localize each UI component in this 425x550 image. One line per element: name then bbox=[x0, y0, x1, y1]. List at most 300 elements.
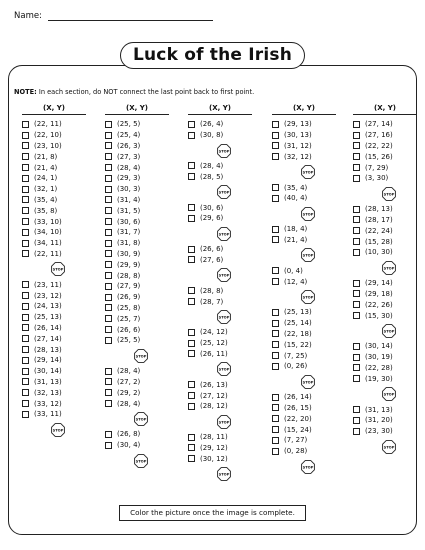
checkbox[interactable] bbox=[272, 132, 279, 139]
checkbox[interactable] bbox=[272, 448, 279, 455]
coordinate-entry bbox=[188, 338, 252, 349]
checkbox[interactable] bbox=[188, 256, 195, 263]
coordinate-entry bbox=[353, 352, 417, 363]
coordinate-entry bbox=[353, 426, 417, 437]
checkbox[interactable] bbox=[105, 218, 112, 225]
checkbox[interactable] bbox=[272, 142, 279, 149]
coordinate-entry bbox=[188, 255, 252, 266]
checkbox[interactable] bbox=[188, 204, 195, 211]
stop-label: STOP bbox=[218, 420, 230, 425]
checkbox[interactable] bbox=[272, 309, 279, 316]
coordinate-pair: (30, 3) bbox=[117, 185, 141, 194]
checkbox[interactable] bbox=[272, 426, 279, 433]
checkbox[interactable] bbox=[22, 389, 29, 396]
coordinate-entry bbox=[105, 162, 169, 173]
coordinate-pair: (7, 25) bbox=[284, 351, 308, 360]
coordinate-entry bbox=[272, 361, 336, 372]
checkbox[interactable] bbox=[105, 121, 112, 128]
stop-label: STOP bbox=[218, 232, 230, 237]
stop-sign-row bbox=[188, 361, 252, 377]
coordinate-pair: (27, 6) bbox=[200, 255, 224, 264]
checkbox[interactable] bbox=[105, 272, 112, 279]
coordinate-entry bbox=[105, 324, 169, 335]
coordinate-entry bbox=[272, 413, 336, 424]
coordinate-entry bbox=[272, 435, 336, 446]
stop-label: STOP bbox=[383, 266, 395, 271]
checkbox[interactable] bbox=[188, 287, 195, 294]
coordinate-pair: (29, 18) bbox=[365, 289, 393, 298]
coordinate-entry bbox=[105, 119, 169, 130]
stop-sign-row bbox=[353, 260, 417, 276]
coordinate-pair: (25, 13) bbox=[284, 308, 312, 317]
stop-sign-icon bbox=[217, 227, 231, 241]
coordinate-entry bbox=[105, 335, 169, 346]
stop-sign-row bbox=[353, 323, 417, 339]
checkbox[interactable] bbox=[22, 292, 29, 299]
coordinate-pair: (31, 13) bbox=[34, 377, 62, 386]
coordinate-pair: (27, 16) bbox=[365, 131, 393, 140]
checkbox[interactable] bbox=[353, 249, 360, 256]
checkbox[interactable] bbox=[272, 184, 279, 191]
stop-sign-icon bbox=[217, 268, 231, 282]
checkbox[interactable] bbox=[188, 403, 195, 410]
coordinate-pair: (21, 8) bbox=[34, 152, 58, 161]
checkbox[interactable] bbox=[188, 444, 195, 451]
coordinate-pair: (26, 3) bbox=[117, 141, 141, 150]
checkbox[interactable] bbox=[272, 341, 279, 348]
checkbox[interactable] bbox=[188, 162, 195, 169]
name-label: Name: bbox=[14, 11, 42, 21]
checkbox[interactable] bbox=[105, 400, 112, 407]
coordinate-pair: (28, 4) bbox=[117, 163, 141, 172]
checkbox[interactable] bbox=[188, 121, 195, 128]
stop-sign-icon bbox=[301, 460, 315, 474]
checkbox[interactable] bbox=[22, 175, 29, 182]
stop-sign-icon bbox=[382, 387, 396, 401]
coordinate-pair: (29, 6) bbox=[200, 214, 224, 223]
coordinate-entry bbox=[105, 270, 169, 281]
checkbox[interactable] bbox=[353, 417, 360, 424]
column-header: (X, Y) bbox=[22, 104, 86, 115]
coordinate-pair: (25, 14) bbox=[284, 319, 312, 328]
coordinate-pair: (28, 4) bbox=[200, 161, 224, 170]
checkbox[interactable] bbox=[188, 350, 195, 357]
stop-sign-icon bbox=[217, 415, 231, 429]
stop-label: STOP bbox=[135, 417, 147, 422]
coordinate-entry bbox=[105, 429, 169, 440]
stop-label: STOP bbox=[302, 380, 314, 385]
coordinate-entry bbox=[22, 162, 86, 173]
coordinate-entry bbox=[105, 205, 169, 216]
coordinate-pair: (22, 11) bbox=[34, 120, 62, 129]
coordinate-entry bbox=[188, 453, 252, 464]
page-title: Luck of the Irish bbox=[120, 42, 305, 69]
checkbox[interactable] bbox=[272, 404, 279, 411]
stop-sign-icon bbox=[217, 144, 231, 158]
stop-sign-icon bbox=[301, 165, 315, 179]
coordinate-entry bbox=[105, 259, 169, 270]
checkbox[interactable] bbox=[105, 153, 112, 160]
coordinate-pair: (30, 14) bbox=[365, 342, 393, 351]
coordinate-entry bbox=[272, 276, 336, 287]
checkbox[interactable] bbox=[272, 267, 279, 274]
coordinate-pair: (30, 12) bbox=[200, 454, 228, 463]
stop-sign-icon bbox=[382, 440, 396, 454]
footer-instruction: Color the picture once the image is complete. bbox=[119, 505, 306, 521]
coordinate-pair: (31, 7) bbox=[117, 228, 141, 237]
coordinate-entry bbox=[22, 409, 86, 420]
coordinate-entry bbox=[188, 327, 252, 338]
coordinate-entry bbox=[22, 227, 86, 238]
checkbox[interactable] bbox=[105, 196, 112, 203]
coordinate-entry bbox=[272, 392, 336, 403]
coordinate-entry bbox=[105, 238, 169, 249]
coordinate-pair: (28, 5) bbox=[200, 172, 224, 181]
coordinate-entry bbox=[105, 366, 169, 377]
checkbox[interactable] bbox=[272, 195, 279, 202]
coordinate-pair: (31, 20) bbox=[365, 416, 393, 425]
stop-sign-row bbox=[353, 386, 417, 402]
coordinate-entry bbox=[105, 151, 169, 162]
coordinate-pair: (25, 7) bbox=[117, 314, 141, 323]
checkbox[interactable] bbox=[22, 357, 29, 364]
coordinate-entry bbox=[22, 279, 86, 290]
coordinate-entry bbox=[353, 204, 417, 215]
coordinate-entry bbox=[272, 130, 336, 141]
checkbox[interactable] bbox=[188, 173, 195, 180]
checkbox[interactable] bbox=[22, 411, 29, 418]
checkbox[interactable] bbox=[272, 437, 279, 444]
checkbox[interactable] bbox=[353, 175, 360, 182]
checkbox[interactable] bbox=[353, 216, 360, 223]
coordinate-pair: (22, 28) bbox=[365, 363, 393, 372]
stop-sign-row bbox=[353, 439, 417, 455]
checkbox[interactable] bbox=[272, 236, 279, 243]
coordinate-entry bbox=[272, 339, 336, 350]
checkbox[interactable] bbox=[22, 164, 29, 171]
coordinate-pair: (31, 12) bbox=[284, 141, 312, 150]
stop-sign-row bbox=[188, 267, 252, 283]
coordinate-pair: (35, 8) bbox=[34, 206, 58, 215]
checkbox[interactable] bbox=[188, 132, 195, 139]
coordinate-entry bbox=[105, 173, 169, 184]
coordinate-pair: (15, 24) bbox=[284, 425, 312, 434]
checkbox[interactable] bbox=[353, 153, 360, 160]
checkbox[interactable] bbox=[22, 218, 29, 225]
coordinate-pair: (29, 9) bbox=[117, 260, 141, 269]
checkbox[interactable] bbox=[272, 278, 279, 285]
coordinate-entry bbox=[22, 141, 86, 152]
checkbox[interactable] bbox=[105, 304, 112, 311]
checkbox[interactable] bbox=[188, 434, 195, 441]
stop-sign-row bbox=[105, 411, 169, 427]
stop-label: STOP bbox=[218, 472, 230, 477]
coordinate-entry bbox=[188, 213, 252, 224]
stop-label: STOP bbox=[383, 192, 395, 197]
coordinate-entry bbox=[188, 443, 252, 454]
coordinate-pair: (27, 14) bbox=[365, 120, 393, 129]
checkbox[interactable] bbox=[22, 121, 29, 128]
stop-sign-icon bbox=[217, 310, 231, 324]
coordinate-pair: (30, 14) bbox=[34, 367, 62, 376]
stop-label: STOP bbox=[52, 267, 64, 272]
coordinate-pair: (25, 4) bbox=[117, 131, 141, 140]
coordinate-pair: (30, 8) bbox=[200, 131, 224, 140]
checkbox[interactable] bbox=[22, 250, 29, 257]
coordinate-entry bbox=[353, 236, 417, 247]
checkbox[interactable] bbox=[22, 207, 29, 214]
coordinate-pair: (23, 12) bbox=[34, 291, 62, 300]
checkbox[interactable] bbox=[188, 246, 195, 253]
stop-sign-row bbox=[22, 422, 86, 438]
stop-sign-icon bbox=[217, 467, 231, 481]
checkbox[interactable] bbox=[272, 153, 279, 160]
checkbox[interactable] bbox=[272, 320, 279, 327]
checkbox[interactable] bbox=[105, 186, 112, 193]
checkbox[interactable] bbox=[353, 206, 360, 213]
coordinate-entry bbox=[188, 171, 252, 182]
coordinate-pair: (27, 14) bbox=[34, 334, 62, 343]
stop-sign-row bbox=[272, 164, 336, 180]
checkbox[interactable] bbox=[22, 303, 29, 310]
checkbox[interactable] bbox=[353, 142, 360, 149]
coordinate-entry bbox=[22, 184, 86, 195]
checkbox[interactable] bbox=[105, 389, 112, 396]
checkbox[interactable] bbox=[188, 455, 195, 462]
checkbox[interactable] bbox=[22, 281, 29, 288]
coordinate-pair: (35, 4) bbox=[34, 195, 58, 204]
checkbox[interactable] bbox=[22, 196, 29, 203]
coordinate-entry bbox=[353, 341, 417, 352]
coordinate-pair: (27, 12) bbox=[200, 391, 228, 400]
checkbox[interactable] bbox=[22, 240, 29, 247]
coordinate-entry bbox=[188, 285, 252, 296]
coordinate-entry bbox=[22, 130, 86, 141]
coordinate-pair: (29, 12) bbox=[200, 443, 228, 452]
coordinate-entry bbox=[105, 303, 169, 314]
checkbox[interactable] bbox=[188, 381, 195, 388]
coordinate-entry bbox=[353, 289, 417, 300]
checkbox[interactable] bbox=[272, 352, 279, 359]
coordinate-entry bbox=[188, 432, 252, 443]
coordinate-entry bbox=[272, 329, 336, 340]
coordinate-entry bbox=[22, 323, 86, 334]
coordinate-pair: (23, 10) bbox=[34, 141, 62, 150]
coordinate-pair: (22, 22) bbox=[365, 141, 393, 150]
checkbox[interactable] bbox=[105, 175, 112, 182]
stop-sign-row bbox=[188, 466, 252, 482]
coordinate-pair: (22, 11) bbox=[34, 249, 62, 258]
checkbox[interactable] bbox=[188, 215, 195, 222]
checkbox[interactable] bbox=[105, 240, 112, 247]
checkbox[interactable] bbox=[105, 368, 112, 375]
coordinate-pair: (31, 13) bbox=[365, 405, 393, 414]
coordinate-pair: (25, 8) bbox=[117, 303, 141, 312]
checkbox[interactable] bbox=[353, 132, 360, 139]
checkbox[interactable] bbox=[105, 315, 112, 322]
coordinate-entry bbox=[188, 349, 252, 360]
name-field bbox=[14, 11, 213, 21]
checkbox[interactable] bbox=[22, 400, 29, 407]
coordinate-pair: (25, 5) bbox=[117, 120, 141, 129]
checkbox[interactable] bbox=[105, 442, 112, 449]
checkbox[interactable] bbox=[105, 261, 112, 268]
name-line[interactable] bbox=[48, 12, 213, 21]
checkbox[interactable] bbox=[353, 280, 360, 287]
coordinate-pair: (12, 4) bbox=[284, 277, 308, 286]
stop-label: STOP bbox=[302, 212, 314, 217]
coordinate-pair: (30, 6) bbox=[117, 217, 141, 226]
checkbox[interactable] bbox=[105, 326, 112, 333]
coordinate-entry bbox=[353, 119, 417, 130]
coordinate-entry bbox=[272, 265, 336, 276]
coordinate-entry bbox=[272, 235, 336, 246]
footer-wrap bbox=[0, 505, 425, 521]
coordinate-pair: (34, 10) bbox=[34, 228, 62, 237]
coordinate-pair: (15, 22) bbox=[284, 340, 312, 349]
checkbox[interactable] bbox=[272, 121, 279, 128]
checkbox[interactable] bbox=[105, 132, 112, 139]
coordinate-pair: (7, 29) bbox=[365, 163, 389, 172]
coordinate-pair: (28, 13) bbox=[34, 345, 62, 354]
coordinate-pair: (26, 6) bbox=[117, 325, 141, 334]
coordinate-entry bbox=[22, 312, 86, 323]
coordinate-pair: (26, 14) bbox=[284, 393, 312, 402]
coordinate-entry bbox=[22, 119, 86, 130]
stop-sign-icon bbox=[134, 412, 148, 426]
checkbox[interactable] bbox=[353, 364, 360, 371]
checkbox[interactable] bbox=[353, 290, 360, 297]
checkbox[interactable] bbox=[22, 368, 29, 375]
checkbox[interactable] bbox=[353, 301, 360, 308]
coordinate-pair: (3, 30) bbox=[365, 174, 389, 183]
checkbox[interactable] bbox=[22, 186, 29, 193]
stop-sign-icon bbox=[301, 290, 315, 304]
coordinate-pair: (18, 4) bbox=[284, 225, 308, 234]
coordinate-pair: (22, 24) bbox=[365, 226, 393, 235]
checkbox[interactable] bbox=[105, 164, 112, 171]
coordinate-pair: (28, 17) bbox=[365, 215, 393, 224]
checkbox[interactable] bbox=[22, 324, 29, 331]
checkbox[interactable] bbox=[105, 229, 112, 236]
checkbox[interactable] bbox=[188, 340, 195, 347]
coordinate-pair: (24, 13) bbox=[34, 302, 62, 311]
checkbox[interactable] bbox=[272, 330, 279, 337]
coordinate-pair: (23, 30) bbox=[365, 427, 393, 436]
stop-sign-icon bbox=[217, 362, 231, 376]
checkbox[interactable] bbox=[353, 121, 360, 128]
checkbox[interactable] bbox=[353, 354, 360, 361]
checkbox[interactable] bbox=[188, 329, 195, 336]
checkbox[interactable] bbox=[353, 375, 360, 382]
coordinate-entry bbox=[353, 141, 417, 152]
checkbox[interactable] bbox=[353, 428, 360, 435]
coordinate-pair: (26, 4) bbox=[200, 120, 224, 129]
checkbox[interactable] bbox=[22, 132, 29, 139]
checkbox[interactable] bbox=[105, 378, 112, 385]
checkbox[interactable] bbox=[353, 164, 360, 171]
coordinate-entry bbox=[105, 227, 169, 238]
checkbox[interactable] bbox=[272, 363, 279, 370]
checkbox[interactable] bbox=[272, 415, 279, 422]
stop-sign-row bbox=[188, 184, 252, 200]
coordinate-entry bbox=[353, 173, 417, 184]
coordinate-pair: (26, 15) bbox=[284, 403, 312, 412]
checkbox[interactable] bbox=[353, 312, 360, 319]
coordinate-pair: (32, 13) bbox=[34, 388, 62, 397]
coordinate-entry bbox=[272, 424, 336, 435]
checkbox[interactable] bbox=[105, 431, 112, 438]
coordinate-pair: (28, 4) bbox=[117, 367, 141, 376]
checkbox[interactable] bbox=[105, 294, 112, 301]
checkbox[interactable] bbox=[22, 142, 29, 149]
checkbox[interactable] bbox=[188, 392, 195, 399]
coordinate-pair: (29, 13) bbox=[284, 120, 312, 129]
checkbox[interactable] bbox=[353, 227, 360, 234]
checkbox[interactable] bbox=[353, 238, 360, 245]
coordinate-pair: (29, 2) bbox=[117, 388, 141, 397]
checkbox[interactable] bbox=[272, 226, 279, 233]
coordinate-pair: (22, 26) bbox=[365, 300, 393, 309]
coordinate-pair: (28, 4) bbox=[117, 399, 141, 408]
note-label: NOTE: bbox=[14, 88, 37, 96]
coordinate-pair: (22, 18) bbox=[284, 329, 312, 338]
coordinate-pair: (31, 4) bbox=[117, 195, 141, 204]
checkbox[interactable] bbox=[353, 343, 360, 350]
coordinate-entry bbox=[272, 307, 336, 318]
stop-sign-icon bbox=[51, 423, 65, 437]
coordinate-pair: (30, 19) bbox=[365, 353, 393, 362]
coordinate-pair: (24, 1) bbox=[34, 174, 58, 183]
coordinate-pair: (28, 12) bbox=[200, 402, 228, 411]
checkbox[interactable] bbox=[272, 394, 279, 401]
coordinate-pair: (25, 13) bbox=[34, 313, 62, 322]
checkbox[interactable] bbox=[105, 337, 112, 344]
coordinate-entry bbox=[272, 119, 336, 130]
checkbox[interactable] bbox=[105, 283, 112, 290]
checkbox[interactable] bbox=[105, 142, 112, 149]
coordinate-entry bbox=[188, 296, 252, 307]
coordinate-entry bbox=[105, 130, 169, 141]
checkbox[interactable] bbox=[353, 406, 360, 413]
coordinate-entry bbox=[105, 398, 169, 409]
coordinate-pair: (25, 12) bbox=[200, 339, 228, 348]
coordinate-pair: (30, 13) bbox=[284, 131, 312, 140]
checkbox[interactable] bbox=[105, 250, 112, 257]
coordinate-pair: (29, 3) bbox=[117, 174, 141, 183]
coordinate-entry bbox=[353, 404, 417, 415]
coordinate-pair: (15, 28) bbox=[365, 237, 393, 246]
checkbox[interactable] bbox=[22, 153, 29, 160]
coordinate-entry bbox=[188, 161, 252, 172]
coordinate-entry bbox=[272, 318, 336, 329]
stop-label: STOP bbox=[383, 329, 395, 334]
checkbox[interactable] bbox=[105, 207, 112, 214]
checkbox[interactable] bbox=[22, 346, 29, 353]
coordinate-entry bbox=[353, 215, 417, 226]
stop-sign-row bbox=[188, 143, 252, 159]
coordinate-entry bbox=[105, 313, 169, 324]
coordinate-pair: (31, 8) bbox=[117, 239, 141, 248]
checkbox[interactable] bbox=[22, 314, 29, 321]
coordinate-pair: (0, 4) bbox=[284, 266, 303, 275]
checkbox[interactable] bbox=[188, 298, 195, 305]
checkbox[interactable] bbox=[22, 378, 29, 385]
checkbox[interactable] bbox=[22, 335, 29, 342]
coordinate-pair: (27, 3) bbox=[117, 152, 141, 161]
stop-sign-row bbox=[272, 374, 336, 390]
checkbox[interactable] bbox=[22, 229, 29, 236]
